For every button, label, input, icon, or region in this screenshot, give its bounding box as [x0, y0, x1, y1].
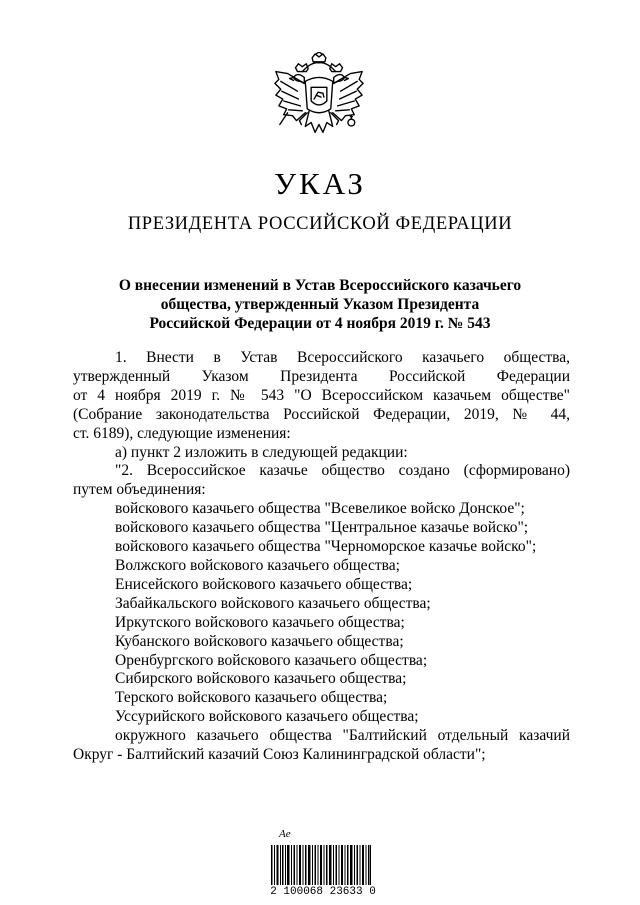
document-title: УКАЗ	[274, 166, 366, 201]
list-item: Енисейского войскового казачьего общества;	[115, 575, 413, 593]
decree-body	[73, 349, 570, 765]
paragraph-line: ст. 6189), следующие изменения:	[73, 424, 291, 442]
point2-line: "2. Всероссийское казачье общество создано (сформировано)	[115, 462, 570, 480]
heading-line: Российской Федерации от 4 ноября 2019 г. № 543	[149, 315, 491, 332]
heading-line: общества, утвержденный Указом Президента	[160, 296, 480, 313]
paragraph-line: от 4 ноября 2019 г. № 543 "О Всероссийском казачьем обществе"	[73, 386, 570, 404]
state-emblem-icon	[270, 52, 368, 150]
paragraph-line: (Собрание законодательства Российской Федерации, 2019, № 44,	[73, 405, 570, 423]
point2-line: путем объединения:	[73, 481, 206, 499]
barcode-number: 2 100068 23633 0	[270, 886, 376, 898]
list-item: Кубанского войскового казачьего общества;	[115, 632, 404, 650]
list-item: Забайкальского войскового казачьего общества;	[115, 594, 431, 612]
list-item: войскового казачьего общества "Всевеликое войско Донское";	[115, 500, 525, 518]
initials-mark: Ae	[279, 828, 291, 840]
paragraph-line: 1. Внести в Устав Всероссийского казачьего общества,	[115, 349, 570, 366]
decree-heading	[90, 276, 550, 333]
item-a: а) пункт 2 изложить в следующей редакции:	[115, 443, 408, 461]
list-item: Волжского войскового казачьего общества;	[115, 556, 400, 574]
list-item: войскового казачьего общества "Черноморское казачье войско";	[115, 538, 537, 556]
list-item: Оренбургского войскового казачьего общества;	[115, 651, 428, 669]
document-subtitle: ПРЕЗИДЕНТА РОССИЙСКОЙ ФЕДЕРАЦИИ	[127, 214, 513, 234]
list-item: войскового казачьего общества "Центральное казачье войско";	[115, 519, 529, 537]
list-item: Уссурийского войскового казачьего общества;	[115, 708, 419, 726]
list-item-continuation: Округ - Балтийский казачий Союз Калининградской области";	[73, 746, 486, 764]
paragraph-line: утвержденный Указом Президента Российской Федерации	[73, 367, 570, 385]
heading-line: О внесении изменений в Устав Всероссийского казачьего	[118, 277, 522, 294]
barcode-icon	[271, 845, 371, 885]
list-item: Терского войскового казачьего общества;	[115, 689, 388, 707]
barcode-block	[263, 828, 383, 898]
list-item: окружного казачьего общества "Балтийский отдельный казачий	[115, 727, 570, 745]
list-item: Сибирского войскового казачьего общества;	[115, 670, 407, 688]
list-item: Иркутского войскового казачьего общества;	[115, 613, 405, 631]
